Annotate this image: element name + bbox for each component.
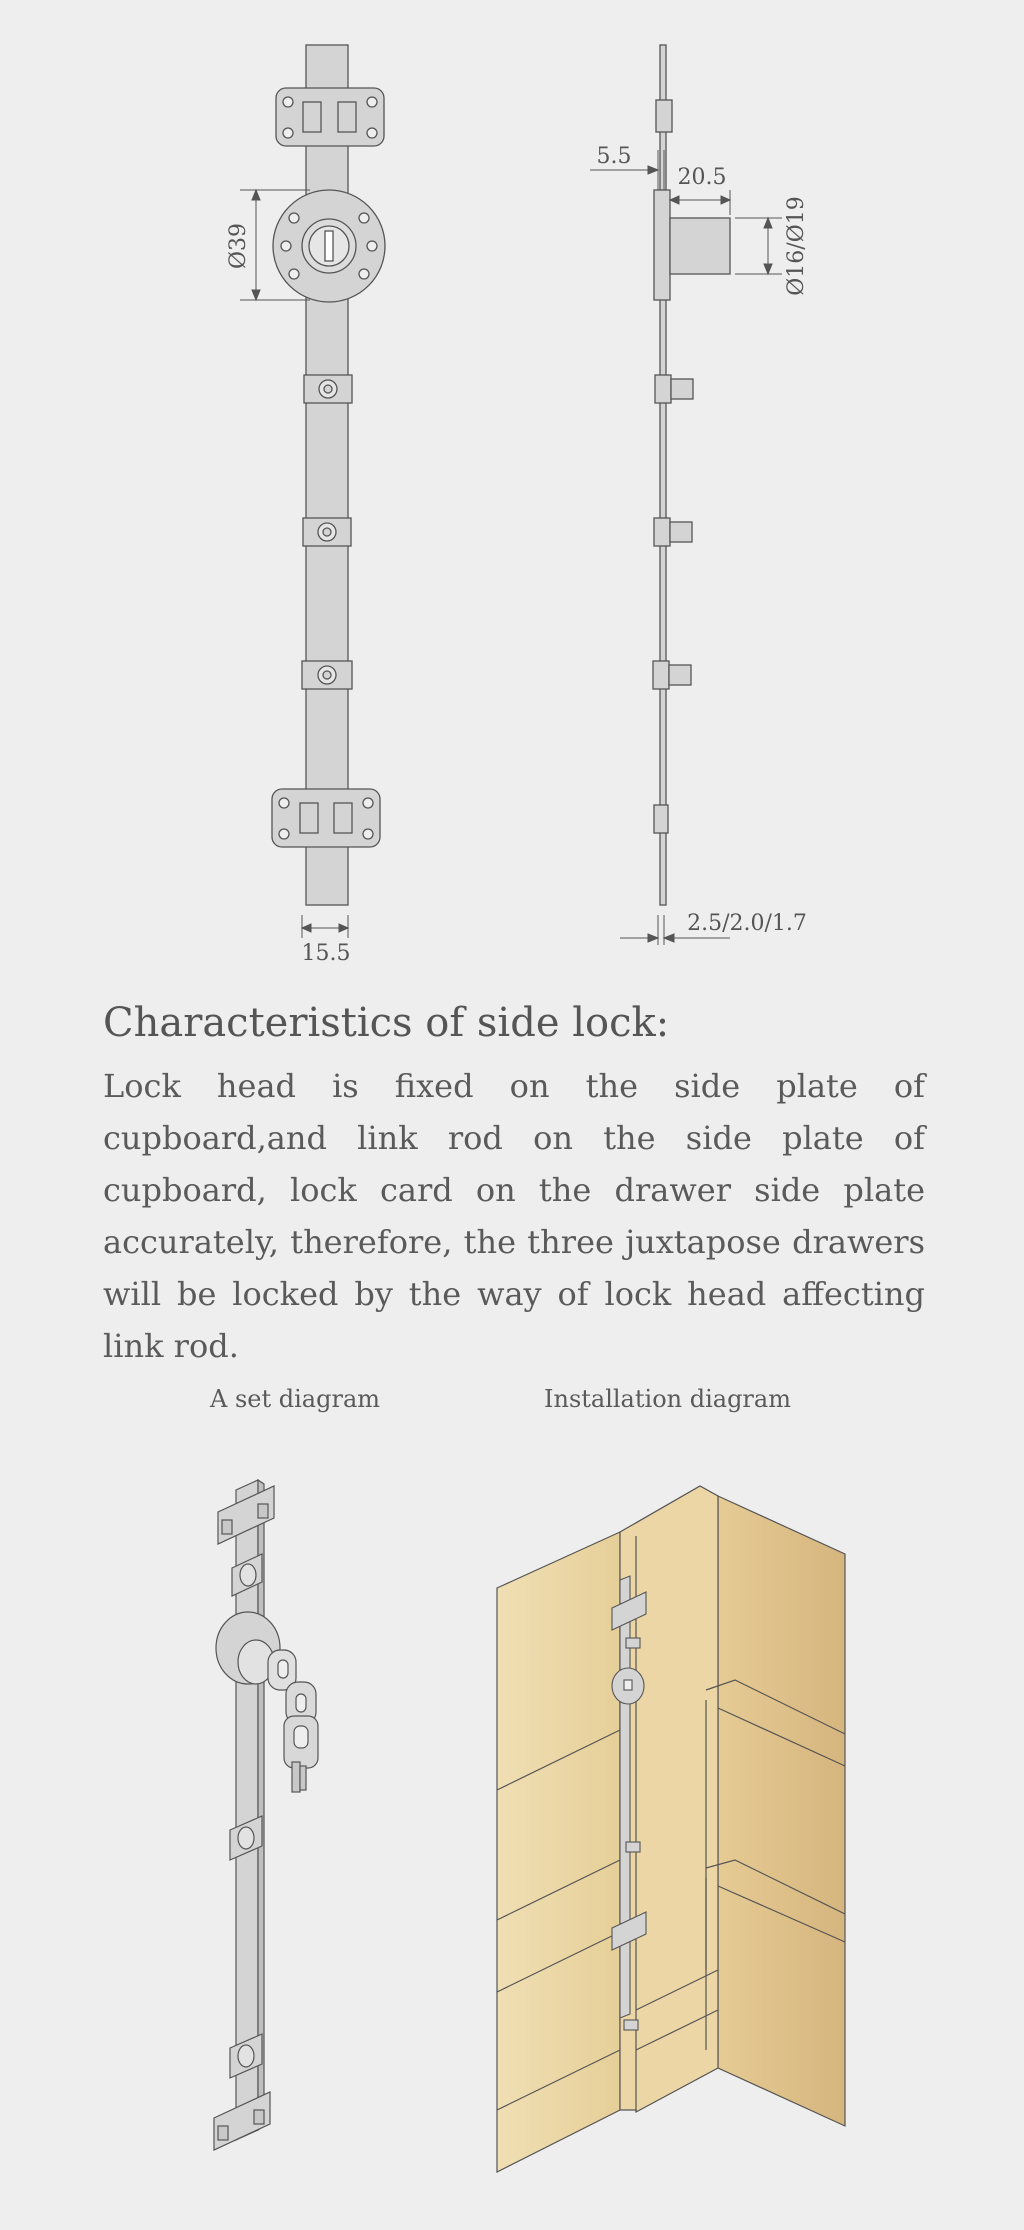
installation-diagram-caption: Installation diagram: [544, 1385, 791, 1413]
diameter-label: Ø39: [226, 222, 251, 270]
cabinet-left-face: [497, 1532, 620, 2172]
characteristics-body: Lock head is fixed on the side plate of cupboard,and link rod on the side plate of cupboard, lock card on the drawer side plate accurately, therefore, the three juxtapose drawers will be locked by the way of lock head affecting link rod.: [103, 1067, 925, 1365]
set-diagram-caption: A set diagram: [210, 1385, 381, 1413]
lock-cylinder: [670, 218, 730, 274]
installation-diagram-illustration: [0, 1450, 1024, 2190]
cylinder-length-label: 20.5: [677, 165, 727, 190]
cabinet-right-face: [718, 1496, 845, 2126]
side-plate: [660, 45, 666, 905]
thickness-label: 2.5/2.0/1.7: [687, 911, 807, 936]
offset-label: 5.5: [596, 144, 632, 169]
width-label: 15.5: [301, 941, 351, 966]
cylinder-diameter-label: Ø16/Ø19: [784, 196, 809, 296]
characteristics-title: Characteristics of side lock:: [103, 1000, 670, 1046]
side-view-drawing: [0, 0, 1024, 980]
